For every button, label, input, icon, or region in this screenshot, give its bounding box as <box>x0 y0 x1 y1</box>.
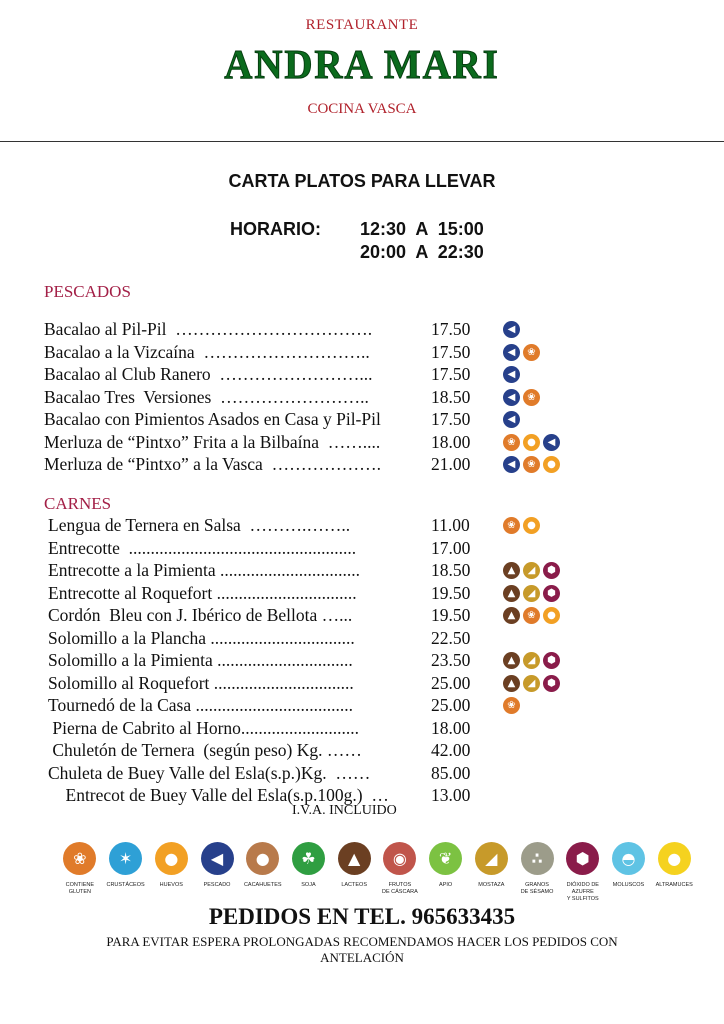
menu-item-price: 21.00 <box>431 454 471 474</box>
orders-advice-line2: ANTELACIÓN <box>320 950 404 965</box>
legend-item-cacahuetes <box>240 842 286 903</box>
menu-item-name: Bacalao al Club Ranero ……………………... <box>44 364 373 384</box>
menu-item-price: 22.50 <box>431 627 471 648</box>
wheat-icon: ❀ <box>503 697 520 714</box>
milk-jug-icon: ▲ <box>503 607 520 624</box>
legend-item-sulfitos <box>560 842 606 903</box>
milk-jug-icon: ▲ <box>503 585 520 602</box>
milk-jug-icon: ▲ <box>338 842 371 875</box>
menu-item-price: 11.00 <box>431 515 470 535</box>
restaurant-label: RESTAURANTE <box>305 17 419 33</box>
menu-item-price: 17.50 <box>431 409 471 429</box>
wheat-icon: ❀ <box>523 456 540 473</box>
sulphite-icon: ⬢ <box>543 562 560 579</box>
celery-icon: ❦ <box>429 842 462 875</box>
lupin-icon: ● <box>658 842 691 875</box>
menu-item-name: Solomillo a la Pimienta ............................... <box>48 650 353 670</box>
legend-label: SOJA <box>301 882 316 888</box>
menu-item-allergens <box>503 366 520 383</box>
mustard-icon: ◢ <box>523 652 540 669</box>
legend-item-altramuces <box>651 842 697 903</box>
section-title-carnes: CARNES <box>44 494 112 513</box>
menu-item-price: 18.00 <box>431 431 471 452</box>
eggs-icon: ● <box>543 607 560 624</box>
legend-item-frutos <box>377 842 423 903</box>
menu-item-price: 17.00 <box>431 537 471 558</box>
legend-label: ALTRAMUCES <box>655 882 693 888</box>
menu-item-price: 85.00 <box>431 762 471 783</box>
menu-title: CARTA PLATOS PARA LLEVAR <box>228 171 496 191</box>
orders-advice-line1: PARA EVITAR ESPERA PROLONGADAS RECOMENDAMOS HACER LOS PEDIDOS CON <box>106 934 618 949</box>
legend-label: PESCADO <box>203 882 231 888</box>
legend-item-sesamo <box>514 842 560 903</box>
legend-label: CRUSTÁCEOS <box>106 882 145 888</box>
menu-item-allergens <box>503 652 560 669</box>
fish-icon: ◀ <box>503 366 520 383</box>
eggs-icon: ● <box>523 434 540 451</box>
legend-label: DIÓXIDO DE AZUFRE Y SULFITOS <box>566 882 599 902</box>
milk-jug-icon: ▲ <box>503 562 520 579</box>
milk-jug-icon: ▲ <box>503 675 520 692</box>
menu-item-price: 19.50 <box>431 582 471 603</box>
menu-item-price: 18.00 <box>431 717 471 738</box>
sulphite-icon: ⬢ <box>543 675 560 692</box>
legend-label: CACAHUETES <box>243 882 282 888</box>
schedule-label: HORARIO: <box>230 219 321 239</box>
legend-item-huevos <box>148 842 194 903</box>
crab-icon: ✶ <box>109 842 142 875</box>
wheat-icon: ❀ <box>523 344 540 361</box>
schedule-slot-lunch: 12:30 A 15:00 <box>360 219 484 239</box>
menu-item-price: 13.00 <box>431 785 471 805</box>
menu-item-price: 23.50 <box>431 650 471 670</box>
wheat-icon: ❀ <box>503 434 520 451</box>
menu-item-name: Entrecotte a la Pimienta ................................ <box>48 560 361 580</box>
legend-label: MOSTAZA <box>478 882 505 888</box>
phone-orders: PEDIDOS EN TEL. 965633435 <box>208 904 516 929</box>
menu-item-name: Entrecotte .................................................... <box>48 537 357 558</box>
milk-jug-icon: ▲ <box>503 652 520 669</box>
menu-item-name: Tournedó de la Casa .................................... <box>48 695 353 715</box>
menu-item-allergens <box>503 411 520 428</box>
legend-item-moluscos <box>606 842 652 903</box>
wheat-icon: ❀ <box>63 842 96 875</box>
legend-item-lacteos <box>331 842 377 903</box>
header-divider <box>0 141 724 142</box>
eggs-icon: ● <box>523 517 540 534</box>
sulphite-icon: ⬢ <box>566 842 599 875</box>
schedule-slot-dinner: 20:00 A 22:30 <box>360 242 484 262</box>
legend-item-apio <box>423 842 469 903</box>
peanut-icon: ● <box>246 842 279 875</box>
menu-item-allergens <box>503 456 560 473</box>
menu-item-name: Bacalao al Pil-Pil ……………………………. <box>44 319 373 339</box>
menu-item-name: Solomillo al Roquefort ................................ <box>48 672 354 693</box>
wheat-icon: ❀ <box>523 389 540 406</box>
menu-item-allergens <box>503 434 560 451</box>
menu-item-price: 17.50 <box>431 364 471 384</box>
legend-label: LACTEOS <box>341 882 368 888</box>
eggs-icon: ● <box>155 842 188 875</box>
menu-item-name: Merluza de “Pintxo” Frita a la Bilbaína …….... <box>44 431 381 452</box>
menu-item-allergens <box>503 389 540 406</box>
legend-label: CONTIENE GLUTEN <box>65 882 95 895</box>
legend-label: HUEVOS <box>159 882 183 888</box>
menu-item-allergens <box>503 517 540 534</box>
legend-item-gluten <box>57 842 103 903</box>
shell-icon: ◓ <box>612 842 645 875</box>
menu-item-name: Entrecot de Buey Valle del Esla(s.p.100g.) … <box>48 785 389 805</box>
nut-icon: ◉ <box>383 842 416 875</box>
sesame-icon: ∴ <box>521 842 554 875</box>
menu-item-name: Entrecotte al Roquefort ................................ <box>48 582 357 603</box>
legend-label: APIO <box>439 882 453 888</box>
vat-note: I.V.A. INCLUIDO <box>292 803 397 818</box>
legend-label: MOLUSCOS <box>612 882 645 888</box>
allergen-legend <box>57 842 697 903</box>
fish-icon: ◀ <box>503 411 520 428</box>
sulphite-icon: ⬢ <box>543 585 560 602</box>
menu-item-name: Chuleta de Buey Valle del Esla(s.p.)Kg. …… <box>48 762 371 783</box>
menu-item-name: Lengua de Ternera en Salsa ……….…….. <box>48 515 351 535</box>
restaurant-name: ANDRA MARI <box>224 41 500 87</box>
eggs-icon: ● <box>543 456 560 473</box>
legend-item-mostaza <box>468 842 514 903</box>
menu-item-allergens <box>503 344 540 361</box>
legend-label: GRANOS DE SÉSAMO <box>520 882 554 895</box>
menu-item-price: 17.50 <box>431 341 471 362</box>
menu-item-allergens <box>503 607 560 624</box>
fish-icon: ◀ <box>503 321 520 338</box>
menu-item-name: Chuletón de Ternera (según peso) Kg. …… <box>48 740 362 760</box>
menu-item-price: 18.50 <box>431 386 471 407</box>
sulphite-icon: ⬢ <box>543 652 560 669</box>
menu-item-name: Solomillo a la Plancha ................................. <box>48 627 355 648</box>
fish-icon: ◀ <box>201 842 234 875</box>
menu-item-name: Pierna de Cabrito al Horno........................... <box>48 717 360 738</box>
menu-item-price: 25.00 <box>431 695 471 715</box>
fish-icon: ◀ <box>503 456 520 473</box>
soy-icon: ☘ <box>292 842 325 875</box>
wheat-icon: ❀ <box>503 517 520 534</box>
cuisine-label: COCINA VASCA <box>307 101 417 117</box>
mustard-icon: ◢ <box>523 562 540 579</box>
section-title-pescados: PESCADOS <box>44 282 131 301</box>
menu-item-price: 42.00 <box>431 740 471 760</box>
fish-icon: ◀ <box>543 434 560 451</box>
orders-advice <box>0 934 724 966</box>
menu-item-allergens <box>503 585 560 602</box>
menu-item-allergens <box>503 562 560 579</box>
menu-item-name: Cordón Bleu con J. Ibérico de Bellota …... <box>48 605 353 625</box>
legend-label: FRUTOS DE CÁSCARA <box>382 882 418 895</box>
legend-item-pescado <box>194 842 240 903</box>
fish-icon: ◀ <box>503 389 520 406</box>
legend-item-crustaceos <box>103 842 149 903</box>
menu-item-price: 25.00 <box>431 672 471 693</box>
menu-item-name: Bacalao a la Vizcaína ……………………….. <box>44 341 370 362</box>
menu-item-allergens <box>503 697 520 714</box>
menu-item-price: 19.50 <box>431 605 471 625</box>
legend-item-soja <box>286 842 332 903</box>
menu-item-price: 18.50 <box>431 560 471 580</box>
menu-item-name: Bacalao Tres Versiones …………………….. <box>44 386 369 407</box>
menu-item-allergens <box>503 321 520 338</box>
menu-item-allergens <box>503 675 560 692</box>
menu-item-price: 17.50 <box>431 319 471 339</box>
menu-item-name: Merluza de “Pintxo” a la Vasca ………………. <box>44 454 381 474</box>
wheat-icon: ❀ <box>523 607 540 624</box>
mustard-icon: ◢ <box>523 675 540 692</box>
mustard-icon: ◢ <box>475 842 508 875</box>
fish-icon: ◀ <box>503 344 520 361</box>
mustard-icon: ◢ <box>523 585 540 602</box>
menu-item-name: Bacalao con Pimientos Asados en Casa y Pil-Pil <box>44 409 381 429</box>
